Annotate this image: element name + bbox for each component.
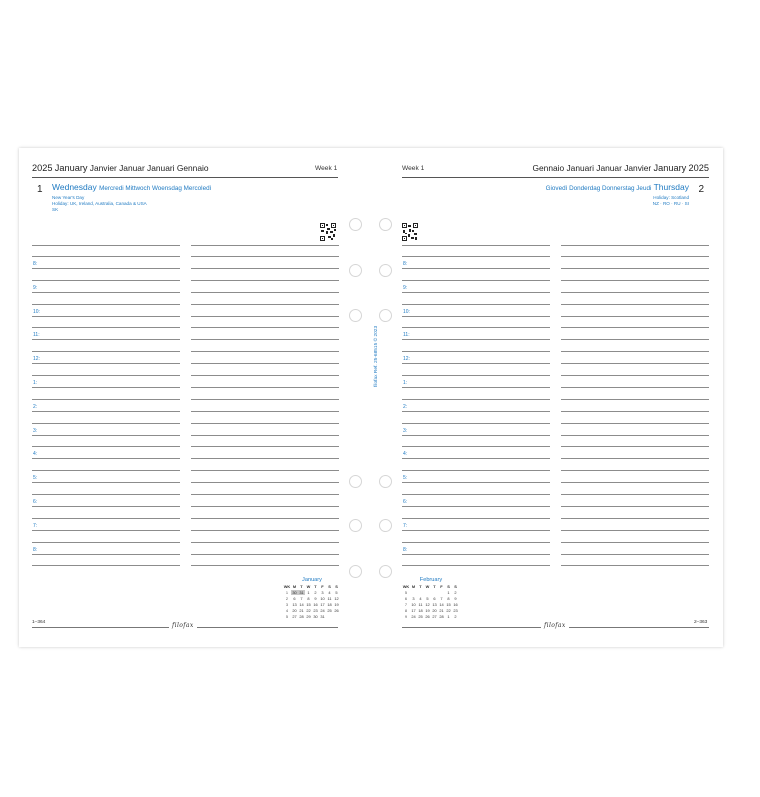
binder-hole — [349, 475, 362, 488]
right-mini-calendar-title: February — [419, 577, 443, 583]
ruled-line — [32, 446, 180, 447]
ruled-line — [561, 494, 709, 495]
hour-label: 3: — [33, 428, 38, 434]
left-day-number: 1 — [37, 184, 43, 195]
calendar-day: 12 — [334, 596, 339, 601]
ruled-line — [561, 316, 709, 317]
calendar-day: 30 — [292, 590, 297, 595]
calendar-day: 31 — [299, 590, 304, 595]
calendar-day: 1 — [447, 614, 450, 619]
calendar-day: 13 — [432, 602, 437, 607]
ruled-line — [32, 375, 180, 376]
calendar-header: T — [433, 584, 436, 589]
calendar-day: 24 — [320, 608, 325, 613]
hour-label: 7: — [33, 523, 38, 529]
calendar-header: S — [335, 584, 338, 589]
calendar-week-number: 5 — [285, 614, 289, 619]
left-page — [19, 148, 371, 647]
right-day-name-line — [546, 182, 689, 192]
calendar-day: 1 — [307, 590, 310, 595]
ruled-line — [32, 411, 180, 412]
ruled-line — [402, 446, 550, 447]
calendar-header: T — [314, 584, 317, 589]
ruled-line — [191, 458, 339, 459]
ruled-line — [561, 339, 709, 340]
ruled-line — [32, 565, 180, 566]
ruled-line — [32, 470, 180, 471]
ruled-line — [32, 363, 180, 364]
ruled-line — [32, 256, 180, 257]
ruled-line — [402, 327, 550, 328]
right-day-number: 2 — [698, 184, 704, 195]
hour-label: 9: — [33, 285, 38, 291]
ruled-line — [32, 387, 180, 388]
ruled-line — [191, 435, 339, 436]
ruled-line — [32, 554, 180, 555]
ruled-line — [402, 494, 550, 495]
calendar-header: W — [425, 584, 430, 589]
ruled-line — [402, 351, 550, 352]
binder-hole — [349, 264, 362, 277]
calendar-day: 22 — [306, 608, 311, 613]
calendar-day: 29 — [306, 614, 311, 619]
ruled-line — [191, 565, 339, 566]
ruled-line — [32, 268, 180, 269]
left-mini-calendar-title: January — [302, 577, 322, 583]
binder-hole — [379, 475, 392, 488]
ruled-line — [191, 518, 339, 519]
ruled-line — [402, 470, 550, 471]
hour-label: 11: — [33, 332, 40, 338]
calendar-day: 11 — [418, 602, 423, 607]
calendar-day: 26 — [425, 614, 430, 619]
calendar-day: 20 — [432, 608, 437, 613]
left-day-name: Wednesday — [52, 182, 97, 192]
calendar-day: 14 — [439, 602, 444, 607]
ruled-line — [191, 339, 339, 340]
ruled-line — [191, 423, 339, 424]
ruled-line — [561, 327, 709, 328]
ruled-line — [191, 280, 339, 281]
calendar-day: 7 — [300, 596, 303, 601]
ruled-line — [32, 435, 180, 436]
ruled-line — [561, 304, 709, 305]
ruled-line — [561, 268, 709, 269]
binder-hole — [379, 264, 392, 277]
ruled-line — [561, 435, 709, 436]
ruled-line — [561, 280, 709, 281]
ruled-line — [32, 292, 180, 293]
ruled-line — [191, 292, 339, 293]
ruled-line — [191, 245, 339, 246]
calendar-header: T — [300, 584, 303, 589]
calendar-week-number: 9 — [404, 614, 408, 619]
ruled-line — [561, 458, 709, 459]
ruled-line — [32, 351, 180, 352]
ruled-line — [191, 256, 339, 257]
ruled-line — [561, 518, 709, 519]
calendar-day: 17 — [411, 608, 416, 613]
left-header-rule — [32, 177, 338, 178]
calendar-day: 6 — [433, 596, 436, 601]
ruled-line — [191, 506, 339, 507]
calendar-day: 7 — [440, 596, 443, 601]
binder-hole — [349, 519, 362, 532]
calendar-day: 14 — [299, 602, 304, 607]
calendar-day: 24 — [411, 614, 416, 619]
hour-label: 10: — [33, 309, 40, 315]
calendar-day: 5 — [335, 590, 338, 595]
binder-hole — [379, 309, 392, 322]
ruled-line — [402, 565, 550, 566]
ruled-line — [32, 458, 180, 459]
hour-label: 8: — [403, 261, 408, 267]
ruled-line — [402, 304, 550, 305]
left-day-note-2: Holiday: UK, Ireland, Australia, Canada & USA — [52, 201, 147, 206]
spine-reference-text: filofax Ref. 25-68515 © 2023 — [374, 325, 379, 387]
ruled-line — [191, 363, 339, 364]
calendar-header: F — [321, 584, 324, 589]
ruled-line — [561, 542, 709, 543]
calendar-day: 31 — [320, 614, 325, 619]
ruled-line — [191, 542, 339, 543]
calendar-header: S — [447, 584, 450, 589]
ruled-line — [402, 245, 550, 246]
calendar-week-number: 1 — [285, 590, 289, 595]
ruled-line — [32, 327, 180, 328]
left-header-translations: Janvier Januar Januari Gennaio — [89, 163, 209, 173]
ruled-line — [561, 411, 709, 412]
binder-hole — [349, 565, 362, 578]
right-page-number: 2–363 — [694, 620, 708, 625]
hour-label: 6: — [33, 499, 38, 505]
ruled-line — [561, 446, 709, 447]
ruled-line — [191, 482, 339, 483]
ruled-line — [191, 304, 339, 305]
right-mini-calendar-grid — [402, 584, 460, 619]
hour-label: 2: — [33, 404, 38, 410]
ruled-line — [402, 399, 550, 400]
ruled-line — [191, 554, 339, 555]
calendar-header: S — [454, 584, 457, 589]
hour-label: 9: — [403, 285, 408, 291]
ruled-line — [32, 316, 180, 317]
ruled-line — [32, 494, 180, 495]
hour-label: 5: — [33, 475, 38, 481]
qr-code-icon — [320, 223, 336, 241]
ruled-line — [402, 363, 550, 364]
ruled-line — [402, 530, 550, 531]
ruled-line — [191, 470, 339, 471]
ruled-line — [191, 387, 339, 388]
ruled-line — [32, 482, 180, 483]
calendar-day: 20 — [292, 608, 297, 613]
calendar-header: WK — [283, 584, 291, 589]
calendar-day: 28 — [439, 614, 444, 619]
calendar-day — [431, 590, 438, 595]
right-day-name: Thursday — [653, 182, 689, 192]
left-header-year: 2025 — [32, 163, 53, 173]
calendar-week-number: 7 — [404, 602, 408, 607]
ruled-line — [191, 399, 339, 400]
hour-label: 12: — [33, 356, 40, 362]
calendar-day: 26 — [334, 608, 339, 613]
hour-label: 6: — [403, 499, 408, 505]
right-page — [371, 148, 723, 647]
ruled-line — [402, 435, 550, 436]
calendar-day: 4 — [328, 590, 331, 595]
calendar-header: W — [306, 584, 311, 589]
calendar-day: 28 — [299, 614, 304, 619]
left-page-number: 1–364 — [32, 620, 46, 625]
ruled-line — [402, 375, 550, 376]
binder-hole — [349, 218, 362, 231]
calendar-header: M — [292, 584, 297, 589]
right-header-translations: Gennaio Januari Januar Janvier — [532, 163, 652, 173]
hour-label: 10: — [403, 309, 410, 315]
calendar-day: 25 — [327, 608, 332, 613]
calendar-day: 3 — [412, 596, 415, 601]
calendar-day: 3 — [321, 590, 324, 595]
left-day-name-line — [52, 182, 211, 192]
binder-hole — [379, 218, 392, 231]
hour-label: 12: — [403, 356, 410, 362]
calendar-day: 13 — [292, 602, 297, 607]
hour-label: 4: — [33, 451, 38, 457]
calendar-week-number: 6 — [404, 596, 408, 601]
ruled-line — [32, 339, 180, 340]
right-week-label: Week 1 — [402, 165, 425, 172]
hour-label: 1: — [403, 380, 408, 386]
calendar-day — [326, 614, 333, 619]
binder-hole — [379, 565, 392, 578]
ruled-line — [561, 363, 709, 364]
left-day-note-1: New Year's Day — [52, 195, 85, 200]
ruled-line — [32, 280, 180, 281]
calendar-day — [438, 590, 445, 595]
ruled-line — [561, 245, 709, 246]
ruled-line — [402, 554, 550, 555]
ruled-line — [32, 423, 180, 424]
calendar-day: 27 — [432, 614, 437, 619]
ruled-line — [561, 387, 709, 388]
ruled-line — [561, 506, 709, 507]
hour-label: 2: — [403, 404, 408, 410]
ruled-line — [402, 339, 550, 340]
calendar-header: M — [411, 584, 416, 589]
calendar-day: 17 — [320, 602, 325, 607]
ruled-line — [561, 375, 709, 376]
calendar-day: 19 — [425, 608, 430, 613]
calendar-day: 21 — [299, 608, 304, 613]
hour-label: 8: — [33, 261, 38, 267]
calendar-day: 15 — [446, 602, 451, 607]
left-header-title — [32, 163, 209, 173]
ruled-line — [561, 470, 709, 471]
calendar-header: F — [440, 584, 443, 589]
ruled-line — [402, 482, 550, 483]
right-header-month: January — [653, 163, 687, 173]
ruled-line — [561, 565, 709, 566]
ruled-line — [402, 506, 550, 507]
ruled-line — [561, 423, 709, 424]
calendar-day: 4 — [419, 596, 422, 601]
calendar-day: 23 — [453, 608, 458, 613]
calendar-day — [424, 590, 431, 595]
right-day-note-2: NZ · RO · RU · SI — [652, 201, 689, 206]
calendar-week-number: 5 — [404, 590, 408, 595]
calendar-day: 5 — [426, 596, 429, 601]
calendar-day: 9 — [314, 596, 317, 601]
left-mini-calendar-grid — [283, 584, 341, 619]
ruled-line — [561, 351, 709, 352]
calendar-day: 23 — [313, 608, 318, 613]
ruled-line — [402, 316, 550, 317]
calendar-day: 25 — [418, 614, 423, 619]
ruled-line — [32, 518, 180, 519]
calendar-day — [333, 614, 340, 619]
calendar-day: 8 — [307, 596, 310, 601]
qr-code-icon — [402, 223, 418, 241]
ruled-line — [32, 506, 180, 507]
ruled-line — [32, 304, 180, 305]
hour-label: 1: — [33, 380, 38, 386]
left-header-month: January — [54, 163, 88, 173]
binder-hole — [349, 309, 362, 322]
calendar-day: 6 — [293, 596, 296, 601]
ruled-line — [191, 446, 339, 447]
calendar-header: S — [328, 584, 331, 589]
ruled-line — [561, 292, 709, 293]
ruled-line — [561, 482, 709, 483]
ruled-line — [561, 530, 709, 531]
calendar-day: 21 — [439, 608, 444, 613]
calendar-day — [417, 590, 424, 595]
ruled-line — [402, 423, 550, 424]
ruled-line — [191, 327, 339, 328]
ruled-line — [402, 518, 550, 519]
ruled-line — [402, 268, 550, 269]
calendar-day: 1 — [447, 590, 450, 595]
ruled-line — [561, 256, 709, 257]
calendar-day: 9 — [454, 596, 457, 601]
diary-spread — [19, 148, 723, 647]
calendar-day: 15 — [306, 602, 311, 607]
calendar-week-number: 4 — [285, 608, 289, 613]
ruled-line — [191, 494, 339, 495]
left-day-translations: Mercredi Mittwoch Woensdag Mercoledì — [99, 185, 212, 192]
ruled-line — [191, 351, 339, 352]
calendar-day: 11 — [327, 596, 332, 601]
calendar-day: 12 — [425, 602, 430, 607]
ruled-line — [191, 316, 339, 317]
calendar-week-number: 3 — [285, 602, 289, 607]
ruled-line — [402, 256, 550, 257]
calendar-week-number: 2 — [285, 596, 289, 601]
ruled-line — [402, 387, 550, 388]
calendar-day: 18 — [327, 602, 332, 607]
calendar-day: 16 — [453, 602, 458, 607]
right-header-year: 2025 — [688, 163, 709, 173]
left-day-note-3: SK — [52, 207, 59, 212]
hour-label: 8: — [33, 547, 38, 553]
calendar-day: 18 — [418, 608, 423, 613]
calendar-header: T — [419, 584, 422, 589]
calendar-day: 27 — [292, 614, 297, 619]
left-brand-logo: filofax — [169, 622, 197, 629]
right-header-rule — [402, 177, 709, 178]
right-brand-logo: filofax — [541, 622, 569, 629]
hour-label: 11: — [403, 332, 410, 338]
right-day-translations: Giovedì Donderdag Donnerstag Jeudi — [545, 185, 652, 192]
calendar-day: 22 — [446, 608, 451, 613]
ruled-line — [32, 245, 180, 246]
calendar-header: WK — [402, 584, 410, 589]
ruled-line — [191, 411, 339, 412]
calendar-day: 8 — [447, 596, 450, 601]
ruled-line — [32, 399, 180, 400]
calendar-day: 10 — [320, 596, 325, 601]
ruled-line — [32, 530, 180, 531]
ruled-line — [402, 411, 550, 412]
calendar-day: 2 — [314, 590, 317, 595]
calendar-day — [410, 590, 417, 595]
ruled-line — [191, 530, 339, 531]
ruled-line — [402, 292, 550, 293]
hour-label: 7: — [403, 523, 408, 529]
left-week-label: Week 1 — [315, 165, 338, 172]
calendar-day: 19 — [334, 602, 339, 607]
ruled-line — [561, 554, 709, 555]
ruled-line — [402, 280, 550, 281]
hour-label: 5: — [403, 475, 408, 481]
left-mini-calendar — [283, 577, 341, 619]
ruled-line — [191, 268, 339, 269]
hour-label: 3: — [403, 428, 408, 434]
calendar-day: 10 — [411, 602, 416, 607]
calendar-week-number: 8 — [404, 608, 408, 613]
calendar-day: 2 — [454, 614, 457, 619]
right-header-title — [532, 163, 709, 173]
hour-label: 4: — [403, 451, 408, 457]
calendar-day: 2 — [454, 590, 457, 595]
hour-label: 8: — [403, 547, 408, 553]
ruled-line — [32, 542, 180, 543]
calendar-day: 30 — [313, 614, 318, 619]
ruled-line — [402, 542, 550, 543]
ruled-line — [561, 399, 709, 400]
ruled-line — [191, 375, 339, 376]
right-mini-calendar — [402, 577, 460, 619]
right-day-note-1: Holiday: Scotland — [653, 195, 689, 200]
binder-hole — [379, 519, 392, 532]
ruled-line — [402, 458, 550, 459]
calendar-day: 16 — [313, 602, 318, 607]
